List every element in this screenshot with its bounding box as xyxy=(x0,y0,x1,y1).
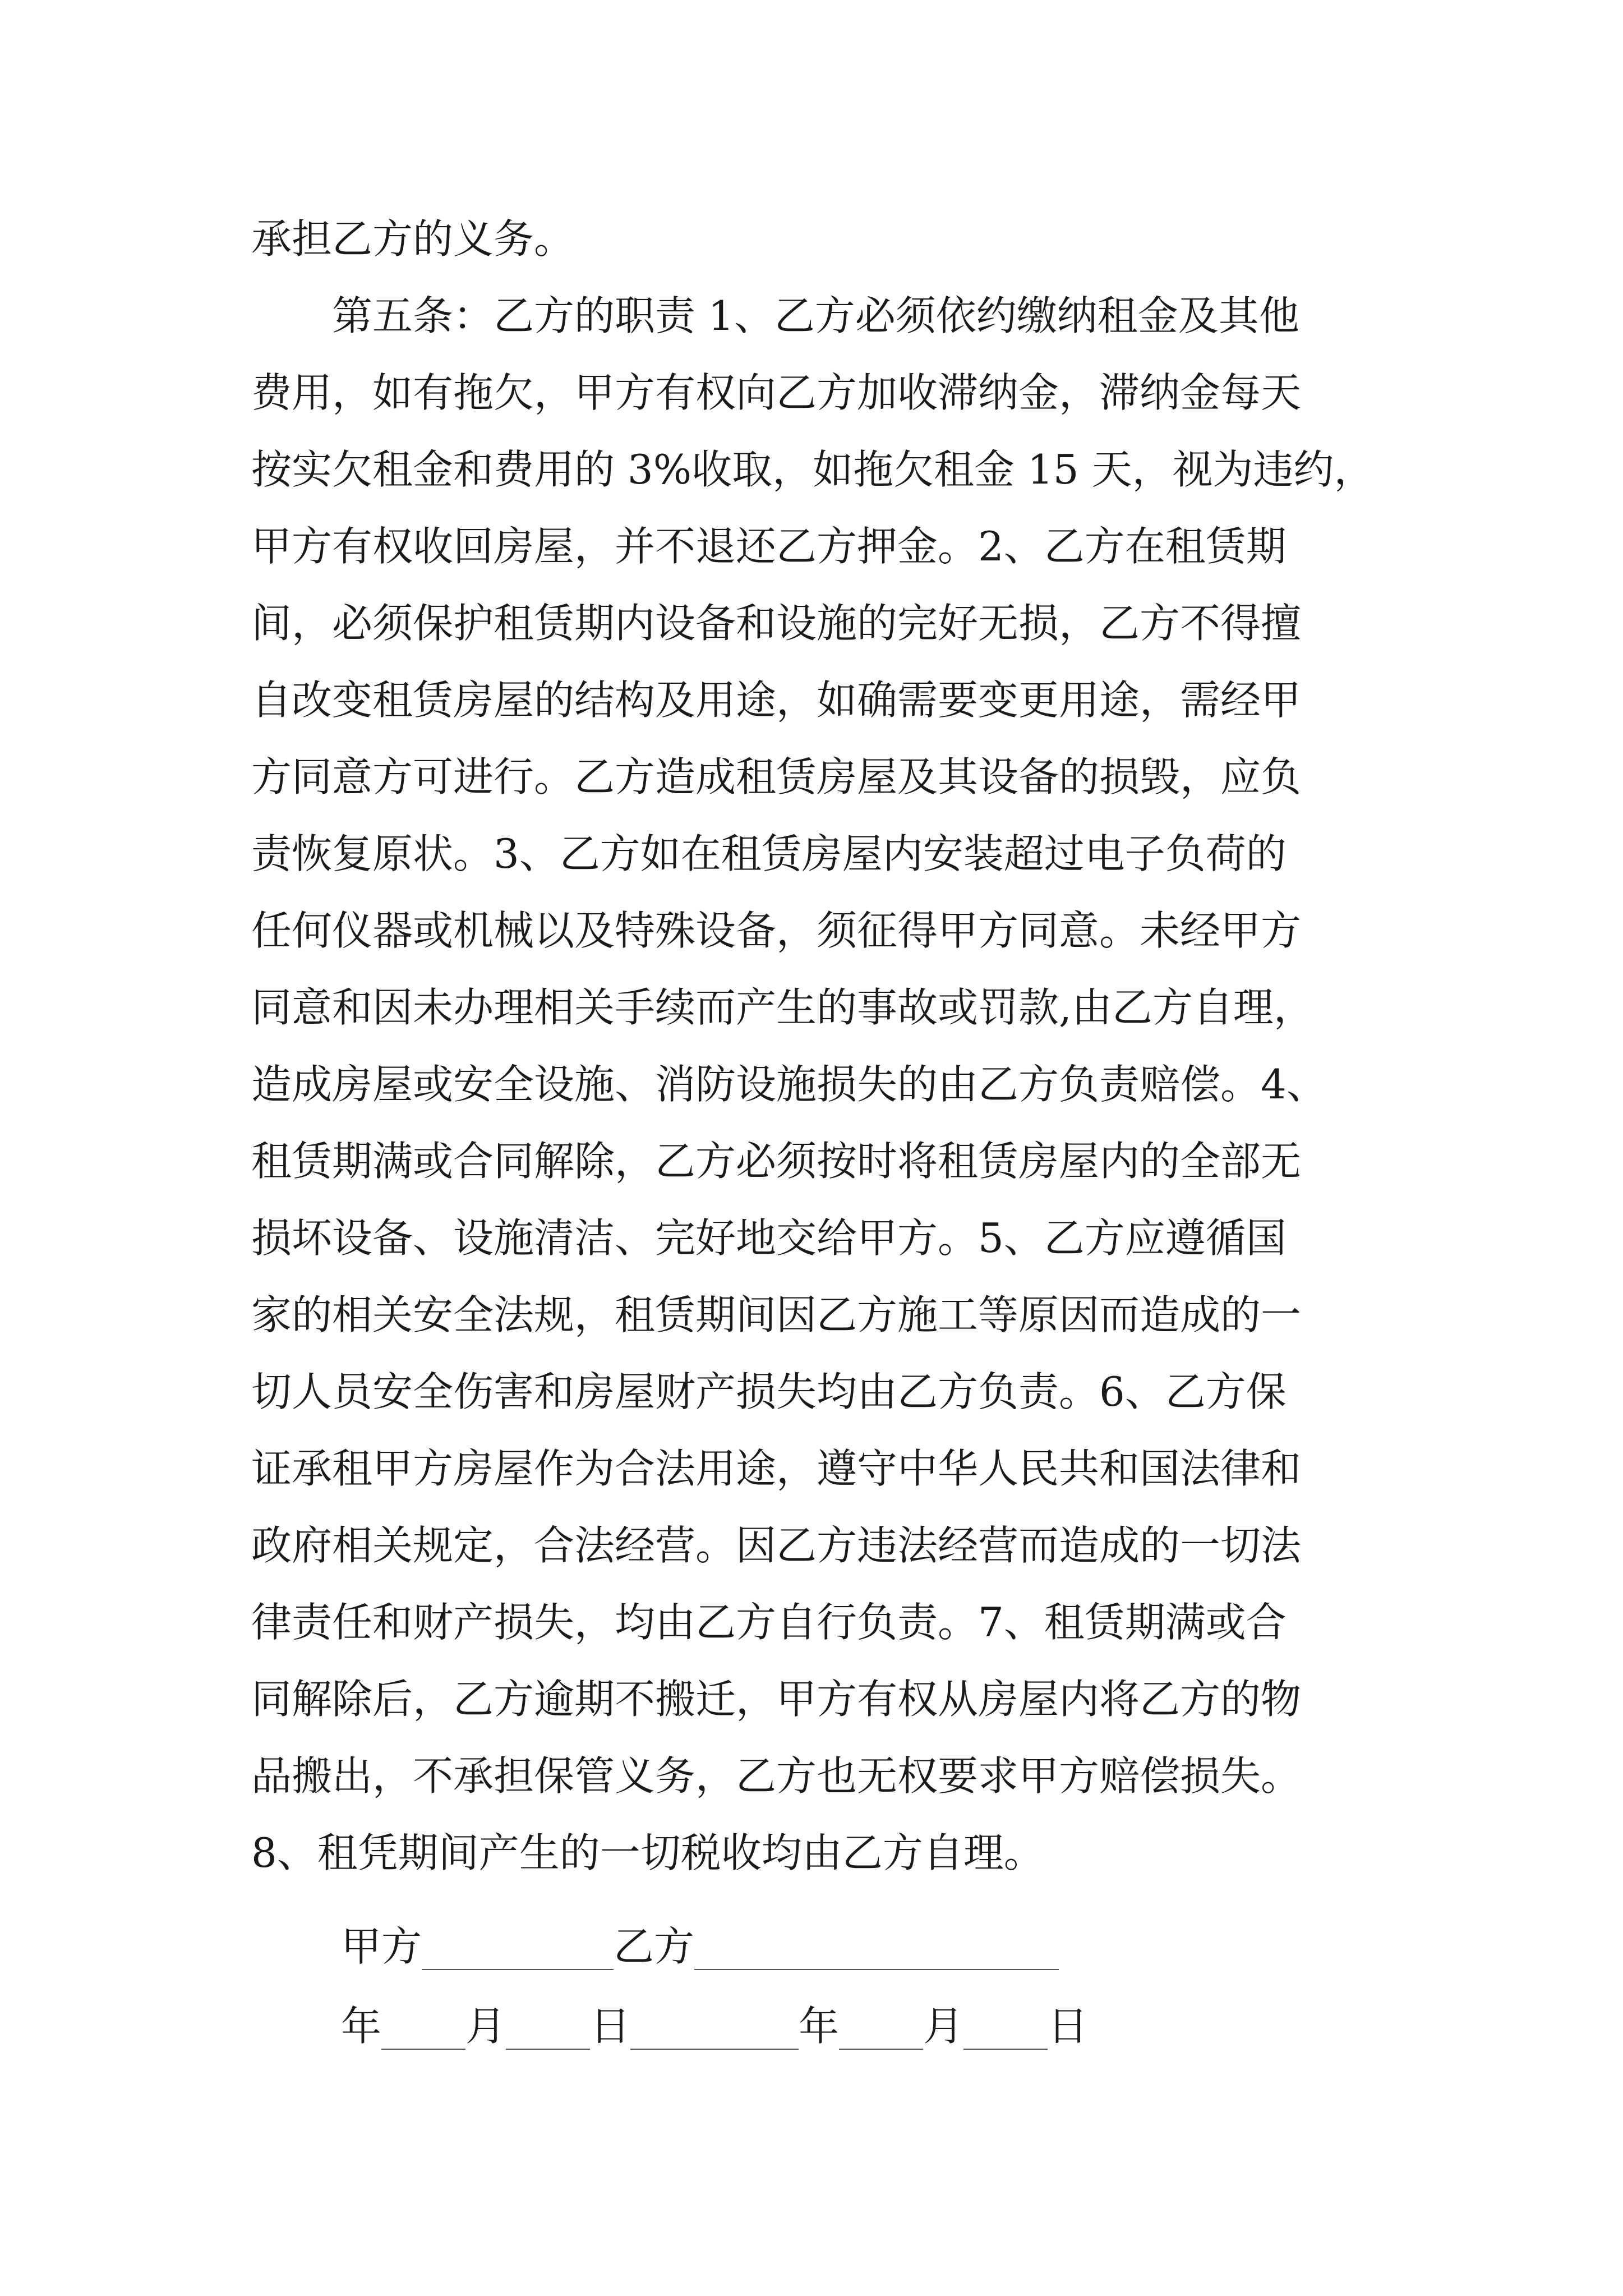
text-line: 租赁期满或合同解除，乙方必须按时将租赁房屋内的全部无 xyxy=(251,1138,1302,1185)
day-label-b: 日 xyxy=(1048,2003,1089,2050)
day-label-a: 日 xyxy=(590,2003,631,2050)
text-line: 甲方有权收回房屋，并不退还乙方押金。2、乙方在租赁期 xyxy=(251,523,1287,570)
text-line: 同解除后，乙方逾期不搬迁，甲方有权从房屋内将乙方的物 xyxy=(251,1676,1302,1723)
text-line: 家的相关安全法规，租赁期间因乙方施工等原因而造成的一 xyxy=(251,1291,1302,1338)
month-label-b: 月 xyxy=(923,2003,964,2050)
text-line: 同意和因未办理相关手续而产生的事故或罚款,由乙方自理， xyxy=(251,984,1314,1031)
text-line: 政府相关规定，合法经营。因乙方违法经营而造成的一切法 xyxy=(251,1522,1302,1569)
text-line: 责恢复原状。3、乙方如在租赁房屋内安装超过电子负荷的 xyxy=(251,830,1287,877)
text-line: 8、租凭期间产生的一切税收均由乙方自理。 xyxy=(251,1829,1044,1876)
month-blank-a xyxy=(381,2014,465,2050)
date-line xyxy=(341,1990,1088,2063)
party-a-signature-blank xyxy=(422,1934,614,1970)
text-line: 第五条：乙方的职责 1、乙方必须依约缴纳租金及其他 xyxy=(251,292,1299,339)
text-line: 任何仪器或机械以及特殊设备，须征得甲方同意。未经甲方 xyxy=(251,907,1302,954)
month-label-a: 月 xyxy=(465,2003,506,2050)
year-label-b: 年 xyxy=(799,2003,840,2050)
party-b-signature-blank xyxy=(694,1934,1059,1970)
month-blank-b xyxy=(839,2014,923,2050)
text-line: 品搬出，不承担保管义务，乙方也无权要求甲方赔偿损失。 xyxy=(251,1752,1302,1800)
day-blank-b xyxy=(963,2014,1048,2050)
day-blank-a xyxy=(506,2014,590,2050)
signature-line xyxy=(341,1910,1059,1983)
text-line: 自改变租赁房屋的结构及用途，如确需要变更用途，需经甲 xyxy=(251,677,1302,724)
text-line: 间，必须保护租赁期内设备和设施的完好无损，乙方不得擅 xyxy=(251,600,1302,647)
party-b-label: 乙方 xyxy=(614,1923,695,1970)
text-line: 按实欠租金和费用的 3%收取，如拖欠租金 15 天，视为违约， xyxy=(251,446,1375,493)
text-line: 方同意方可进行。乙方造成租赁房屋及其设备的损毁，应负 xyxy=(251,753,1302,800)
text-line: 承担乙方的义务。 xyxy=(251,215,575,263)
text-line: 律责任和财产损失，均由乙方自行负责。7、租赁期满或合 xyxy=(251,1599,1287,1646)
year-label-a: 年 xyxy=(341,2003,382,2050)
text-line: 证承租甲方房屋作为合法用途，遵守中华人民共和国法律和 xyxy=(251,1445,1302,1492)
party-a-label: 甲方 xyxy=(341,1923,422,1970)
contract-body xyxy=(251,201,1401,1892)
year-blank-b xyxy=(630,2014,799,2050)
text-line: 损坏设备、设施清洁、完好地交给甲方。5、乙方应遵循国 xyxy=(251,1214,1287,1262)
text-line: 造成房屋或安全设施、消防设施损失的由乙方负责赔偿。4、 xyxy=(251,1061,1327,1108)
text-line: 切人员安全伤害和房屋财产损失均由乙方负责。6、乙方保 xyxy=(251,1368,1287,1415)
text-line: 费用，如有拖欠，甲方有权向乙方加收滞纳金，滞纳金每天 xyxy=(251,369,1302,416)
